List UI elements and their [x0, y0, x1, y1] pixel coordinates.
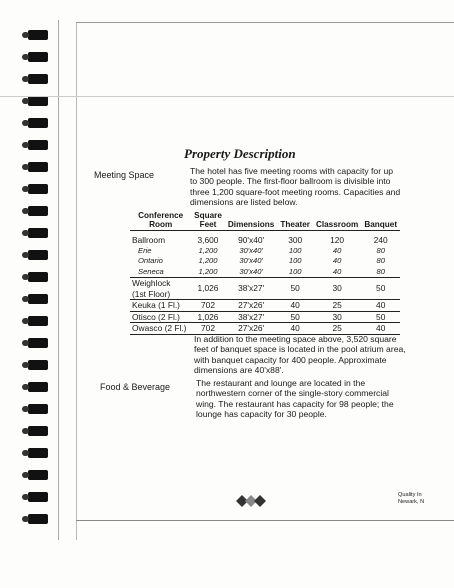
binding-coil — [28, 184, 48, 194]
room-classroom: 30 — [313, 278, 362, 300]
table-row — [130, 323, 400, 335]
binding-coil — [28, 74, 48, 84]
binding-coil — [28, 206, 48, 216]
room-name: Seneca — [130, 267, 191, 278]
room-theater: 300 — [288, 235, 303, 245]
table-row — [130, 278, 400, 300]
binding-coil — [28, 338, 48, 348]
room-banquet: 50 — [361, 311, 400, 323]
col-header-room: Conference Room — [130, 210, 191, 231]
binding-coil — [28, 140, 48, 150]
room-classroom: 120 — [330, 235, 345, 245]
page-title: Property Description — [184, 146, 296, 161]
room-theater: 50 — [278, 278, 313, 300]
room-banquet: 40 — [361, 300, 400, 312]
room-banquet: 50 — [361, 278, 400, 300]
room-banquet: 80 — [376, 256, 385, 265]
food-beverage-text: The restaurant and lounge are located in the northwestern corner of the single-story commercial wing. The restaurant has capacity for 98 people; the lounge has capacity for 30 people. — [196, 378, 394, 420]
room-name: Otisco (2 Fl.) — [130, 311, 191, 323]
binding-coil — [28, 228, 48, 238]
room-name: Ballroom — [132, 235, 166, 245]
table-row — [130, 231, 400, 246]
room-classroom: 40 — [313, 267, 362, 278]
binding-coil — [28, 382, 48, 392]
room-theater: 100 — [278, 267, 313, 278]
col-header-sqft: Square Feet — [191, 210, 224, 231]
binding-coil — [28, 492, 48, 502]
binding-coil — [28, 162, 48, 172]
meeting-rooms-table — [130, 210, 400, 335]
binding-coil — [28, 118, 48, 128]
room-classroom: 40 — [332, 245, 342, 255]
room-theater: 40 — [278, 300, 313, 312]
binding-coil — [28, 52, 48, 62]
spiral-binding — [0, 0, 54, 588]
col-header-classroom: Classroom — [313, 210, 362, 231]
binding-coil — [28, 272, 48, 282]
room-name: Ontario — [138, 256, 163, 265]
room-sqft: 3,600 — [197, 235, 219, 245]
room-banquet: 240 — [373, 235, 388, 245]
room-sqft: 1,200 — [198, 256, 218, 265]
page-edge — [58, 20, 59, 540]
room-theater: 100 — [288, 256, 302, 265]
binding-coil — [28, 30, 48, 40]
page-bottom-edge — [76, 520, 454, 521]
table-row — [130, 246, 400, 257]
room-classroom: 25 — [313, 300, 362, 312]
table-row — [130, 311, 400, 323]
room-sqft: 1,026 — [191, 311, 224, 323]
room-sqft: 702 — [191, 300, 224, 312]
page-top-edge — [76, 22, 454, 23]
room-dimensions: 30'x40' — [225, 267, 278, 278]
diamond-logo-icon — [234, 494, 270, 508]
room-sqft: 702 — [191, 323, 224, 335]
room-dimensions: 30'x40' — [239, 256, 263, 265]
room-dimensions: 90'x40' — [238, 235, 265, 245]
table-row — [130, 267, 400, 278]
col-header-dimensions: Dimensions — [225, 210, 278, 231]
meeting-space-intro: The hotel has five meeting rooms with capacity for up to 300 people. The first-floor ballroom is divisible into three 1,200 square-foot meeting rooms. Capacities and dimensions are listed below. — [190, 166, 401, 208]
room-sqft: 1,200 — [198, 245, 218, 255]
room-classroom: 30 — [313, 311, 362, 323]
room-banquet: 40 — [361, 323, 400, 335]
room-name: Owasco (2 Fl.) — [130, 323, 191, 335]
binding-coil — [28, 316, 48, 326]
room-theater: 40 — [278, 323, 313, 335]
room-sqft: 1,026 — [191, 278, 224, 300]
room-name: Erie — [138, 245, 152, 255]
table-row — [130, 300, 400, 312]
room-name: Keuka (1 Fl.) — [130, 300, 191, 312]
binding-coil — [28, 448, 48, 458]
binding-coil — [28, 514, 48, 524]
binding-coil — [28, 404, 48, 414]
binding-coil — [28, 250, 48, 260]
food-beverage-label: Food & Beverage — [100, 382, 171, 392]
col-header-theater: Theater — [278, 210, 313, 231]
room-dimensions: 27'x26' — [225, 323, 278, 335]
binding-coil — [28, 426, 48, 436]
room-banquet: 80 — [376, 245, 385, 255]
room-dimensions: 30'x40' — [239, 245, 263, 255]
binding-coil — [28, 470, 48, 480]
binding-coil — [28, 96, 48, 106]
room-dimensions: 27'x26' — [225, 300, 278, 312]
footer-line1: Quality In — [398, 492, 422, 498]
footer-text — [398, 492, 424, 506]
col-header-banquet: Banquet — [361, 210, 400, 231]
room-classroom: 40 — [332, 256, 342, 265]
page-edge — [76, 22, 77, 540]
table-row — [130, 256, 400, 267]
room-banquet: 80 — [361, 267, 400, 278]
room-sqft: 1,200 — [191, 267, 224, 278]
room-theater: 50 — [278, 311, 313, 323]
room-dimensions: 38'x27' — [225, 278, 278, 300]
additional-space-text: In addition to the meeting space above, 3,520 square feet of banquet space is located in the pool atrium area, with banquet capacity for 400 people. Approximate dimensions are 40'x88'. — [194, 334, 406, 376]
scan-line — [0, 96, 454, 97]
binding-coil — [28, 360, 48, 370]
room-dimensions: 38'x27' — [225, 311, 278, 323]
table-header-row — [130, 210, 400, 231]
room-classroom: 25 — [313, 323, 362, 335]
binding-coil — [28, 294, 48, 304]
footer-line2: Newark, N — [398, 499, 425, 505]
room-theater: 100 — [288, 245, 302, 255]
meeting-space-label: Meeting Space — [94, 170, 155, 180]
room-name: Weighlock (1st Floor) — [130, 278, 191, 300]
